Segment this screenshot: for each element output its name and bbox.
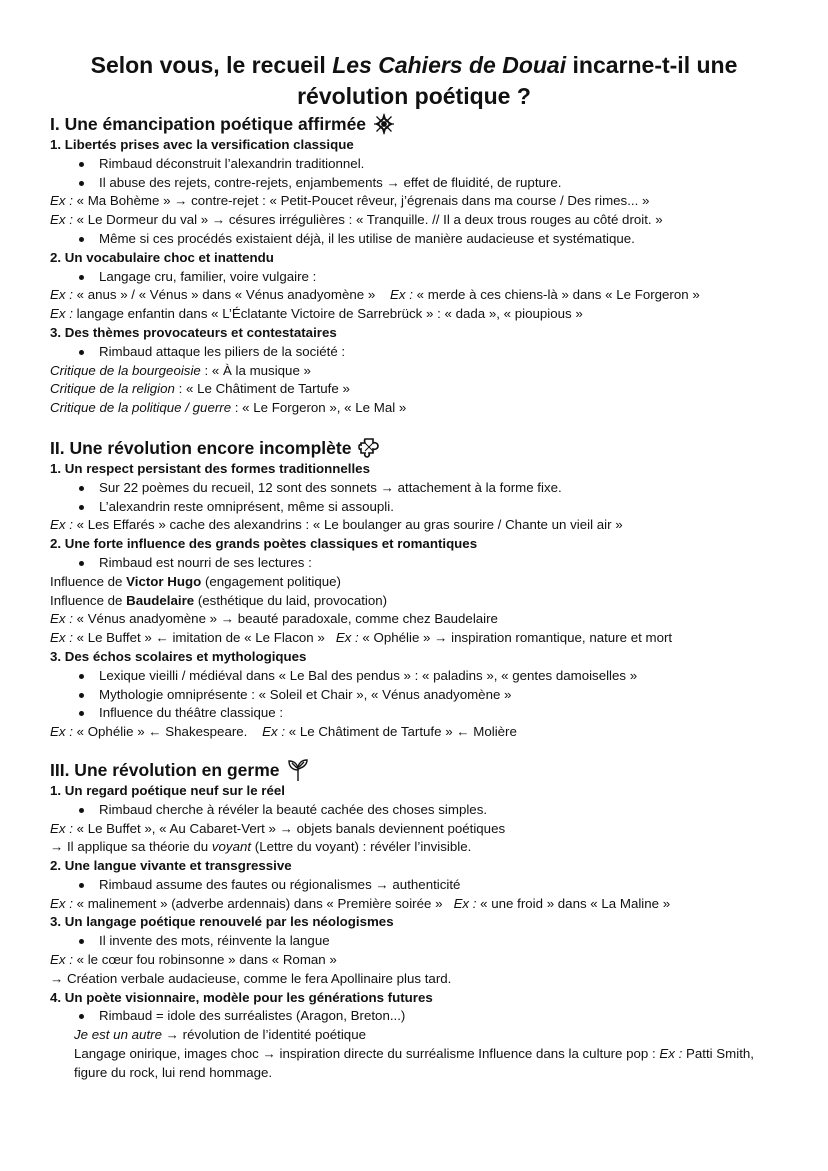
example-line: Ex : langage enfantin dans « L’Éclatante Victoire de Sarrebrück » : « dada », « pioupious »	[50, 306, 583, 322]
critique-line: Critique de la religion : « Le Châtiment de Tartufe »	[50, 381, 350, 397]
example-line: Ex : « Vénus anadyomène » → beauté paradoxale, comme chez Baudelaire	[50, 611, 498, 627]
example-line: Ex : « Les Effarés » cache des alexandrins : « Le boulanger au gras sourire / Chante un vieil air »	[50, 517, 623, 533]
list-item: Rimbaud attaque les piliers de la société :	[50, 343, 790, 362]
list-item: Rimbaud cherche à révéler la beauté cachée des choses simples.	[50, 801, 790, 820]
list-item: Il invente des mots, réinvente la langue	[50, 932, 790, 951]
list-item: Rimbaud déconstruit l’alexandrin traditionnel.	[50, 155, 790, 174]
example-line: Ex : « Le Buffet » ← imitation de « Le Flacon » Ex : « Ophélie » → inspiration romantique, nature et mort	[50, 630, 673, 646]
example-line: Ex : « Le Dormeur du val » → césures irrégulières : « Tranquille. // Il a deux trous rouges au côté droit. »	[50, 212, 663, 228]
list-item: Il abuse des rejets, contre-rejets, enjambements → effet de fluidité, de rupture.	[50, 174, 790, 193]
influence-line: Influence de Baudelaire (esthétique du laid, provocation)	[50, 592, 388, 608]
section-3-part-4-heading: 4. Un poète visionnaire, modèle pour les générations futures	[50, 989, 433, 1005]
section-2-part-2-heading: 2. Une forte influence des grands poètes classiques et romantiques	[50, 536, 478, 552]
list-item: Lexique vieilli / médiéval dans « Le Bal des pendus » : « paladins », « gentes damoiselles »	[50, 667, 790, 686]
section-3-part-2-heading: 2. Une langue vivante et transgressive	[50, 858, 292, 874]
critique-line: Critique de la politique / guerre : « Le Forgeron », « Le Mal »	[50, 400, 407, 416]
note-line: → Création verbale audacieuse, comme le fera Apollinaire plus tard.	[50, 970, 452, 986]
example-line: Ex : « le cœur fou robinsonne » dans « Roman »	[50, 952, 337, 968]
list-item: Rimbaud = idole des surréalistes (Aragon, Breton...)	[50, 1007, 790, 1026]
critique-line: Critique de la bourgeoisie : « À la musique »	[50, 362, 311, 378]
example-line: Ex : « Ma Bohème » → contre-rejet : « Petit-Poucet rêveur, j’égrenais dans ma course / Des rimes... »	[50, 193, 650, 209]
list-item: Sur 22 poèmes du recueil, 12 sont des sonnets → attachement à la forme fixe.	[50, 479, 790, 498]
section-3-part-3-heading: 3. Un langage poétique renouvelé par les néologismes	[50, 914, 394, 930]
title-work-name: Les Cahiers de Douai	[332, 52, 567, 78]
note-line: → Il applique sa théorie du voyant (Lettre du voyant) : révéler l’invisible.	[50, 839, 472, 855]
puzzle-icon	[358, 437, 380, 459]
section-2-part-3-heading: 3. Des échos scolaires et mythologiques	[50, 648, 307, 664]
example-line: Ex : « malinement » (adverbe ardennais) dans « Première soirée » Ex : « une froid » dans « La Maline »	[50, 895, 671, 911]
list-item: Rimbaud assume des fautes ou régionalismes → authenticité	[50, 876, 790, 895]
indented-paragraph: Langage onirique, images choc → inspiration directe du surréalisme Influence dans la culture pop : Ex : Patti Smith, figure du rock, lui rend hommage.	[74, 1046, 754, 1080]
section-1-part-1-heading: 1. Libertés prises avec la versification classique	[50, 137, 354, 152]
list-item: Rimbaud est nourri de ses lectures :	[50, 554, 790, 573]
list-item: Même si ces procédés existaient déjà, il les utilise de manière audacieuse et systématique.	[50, 230, 790, 249]
section-2-part-1-heading: 1. Un respect persistant des formes traditionnelles	[50, 460, 370, 476]
section-2-heading: II. Une révolution encore incomplète	[50, 436, 790, 460]
example-line: Ex : « anus » / « Vénus » dans « Vénus anadyomène » Ex : « merde à ces chiens-là » dans « Le Forgeron »	[50, 287, 700, 303]
section-3-heading: III. Une révolution en germe	[50, 758, 790, 782]
starburst-icon	[373, 113, 395, 135]
influence-line: Influence de Victor Hugo (engagement politique)	[50, 573, 341, 589]
list-item: Langage cru, familier, voire vulgaire :	[50, 268, 790, 287]
document-body	[50, 112, 790, 1083]
list-item: Mythologie omniprésente : « Soleil et Chair », « Vénus anadyomène »	[50, 686, 790, 705]
list-item: Influence du théâtre classique :	[50, 704, 790, 723]
indented-line: Je est un autre → révolution de l’identité poétique	[74, 1027, 366, 1043]
page-title: Selon vous, le recueil Les Cahiers de Douai incarne-t-il une révolution poétique ?	[90, 52, 738, 109]
section-1-heading: I. Une émancipation poétique affirmée	[50, 112, 790, 136]
example-line: Ex : « Le Buffet », « Au Cabaret-Vert » → objets banals deviennent poétiques	[50, 820, 506, 836]
example-line: Ex : « Ophélie » ← Shakespeare. Ex : « Le Châtiment de Tartufe » ← Molière	[50, 724, 517, 740]
section-3-part-1-heading: 1. Un regard poétique neuf sur le réel	[50, 782, 285, 798]
list-item: L’alexandrin reste omniprésent, même si assoupli.	[50, 498, 790, 517]
section-1-part-3-heading: 3. Des thèmes provocateurs et contestataires	[50, 324, 337, 340]
section-1-part-2-heading: 2. Un vocabulaire choc et inattendu	[50, 249, 274, 265]
sprout-icon	[287, 758, 309, 782]
